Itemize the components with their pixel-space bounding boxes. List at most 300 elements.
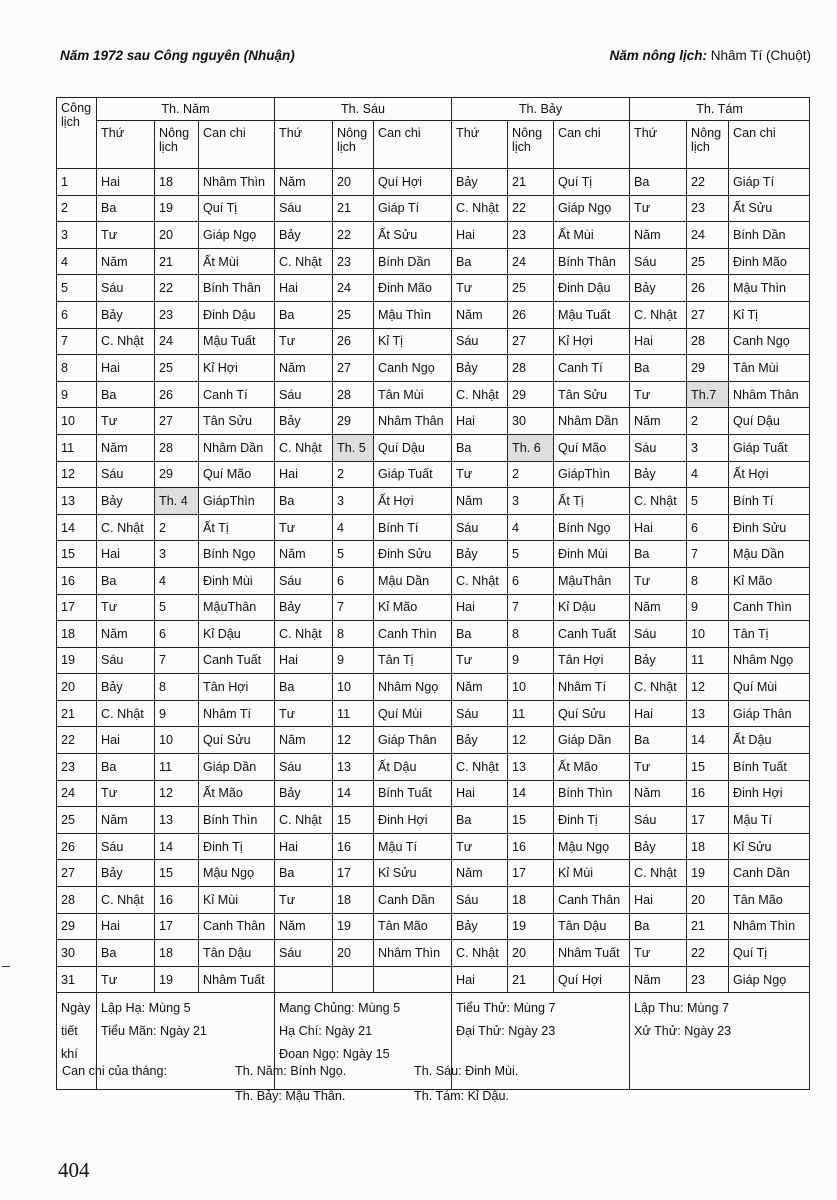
cell-lunar-day: 18 (687, 833, 729, 860)
cell-lunar-day: 13 (155, 807, 199, 834)
cell-canchi: Nhâm Tí (554, 674, 630, 701)
cell-canchi: Quí Mão (199, 461, 275, 488)
cell-canchi: Ất Dậu (729, 727, 810, 754)
cell-weekday: Tư (452, 833, 508, 860)
cell-weekday: C. Nhật (630, 488, 687, 515)
cell-canchi: Quí Hợi (374, 169, 452, 196)
col-header-lunar: Nông lịch (155, 121, 199, 169)
cell-canchi: Canh Thìn (729, 594, 810, 621)
cell-solar-day: 13 (57, 488, 97, 515)
cell-canchi: Mậu Tuất (199, 328, 275, 355)
cell-lunar-day: 26 (687, 275, 729, 302)
cell-weekday: Tư (275, 700, 333, 727)
cell-weekday: Ba (97, 195, 155, 222)
cell-solar-day: 16 (57, 567, 97, 594)
cell-weekday: Năm (275, 355, 333, 382)
cell-lunar-day: 9 (155, 700, 199, 727)
cell-weekday: C. Nhật (275, 621, 333, 648)
cell-solar-day: 25 (57, 807, 97, 834)
cell-canchi: Giáp Dần (199, 754, 275, 781)
cell-canchi: Đinh Mão (729, 248, 810, 275)
cell-canchi: Bính Thìn (199, 807, 275, 834)
cell-canchi: Giáp Tí (729, 169, 810, 196)
cell-weekday: Bảy (97, 860, 155, 887)
cell-lunar-day: 7 (687, 541, 729, 568)
cell-canchi: Kỉ Mão (374, 594, 452, 621)
cell-lunar-day: 2 (333, 461, 374, 488)
cell-lunar-day: 20 (155, 222, 199, 249)
cell-weekday: Năm (630, 780, 687, 807)
cell-canchi: Đinh Mão (374, 275, 452, 302)
cell-weekday: Bảy (97, 301, 155, 328)
table-row (57, 913, 810, 940)
cell-lunar-day: 18 (155, 169, 199, 196)
cell-weekday: Bảy (452, 355, 508, 382)
cell-canchi: Quí Sửu (199, 727, 275, 754)
table-row (57, 567, 810, 594)
table-row (57, 222, 810, 249)
cell-canchi: Nhâm Tí (199, 700, 275, 727)
cell-canchi: Tân Sửu (554, 381, 630, 408)
cell-lunar-day: 6 (687, 514, 729, 541)
cell-canchi: Ất Tị (554, 488, 630, 515)
cell-weekday: Bảy (452, 169, 508, 196)
cell-lunar-day: 12 (333, 727, 374, 754)
cell-lunar-day: 29 (333, 408, 374, 435)
cell-canchi: Đinh Sửu (729, 514, 810, 541)
col-header-canchi: Can chi (199, 121, 275, 169)
table-row (57, 966, 810, 993)
table-row (57, 488, 810, 515)
cell-lunar-day: 7 (333, 594, 374, 621)
cell-lunar-day: 11 (687, 647, 729, 674)
cell-solar-day: 15 (57, 541, 97, 568)
cell-lunar-day: 11 (333, 700, 374, 727)
cell-weekday: Sáu (452, 514, 508, 541)
cell-canchi: Nhâm Tuất (199, 966, 275, 993)
cell-weekday: Tư (275, 328, 333, 355)
cell-canchi: Kỉ Mão (729, 567, 810, 594)
cell-canchi: Kỉ Dậu (199, 621, 275, 648)
cell-canchi: Kỉ Sửu (374, 860, 452, 887)
cell-lunar-day: 9 (508, 647, 554, 674)
cell-weekday: C. Nhật (97, 887, 155, 914)
cell-weekday: Tư (275, 514, 333, 541)
cell-canchi: Bính Ngọ (554, 514, 630, 541)
cell-canchi: Nhâm Thìn (374, 940, 452, 967)
tiet-khi-item: Tiểu Mãn: Ngày 21 (101, 1024, 207, 1039)
cell-canchi: Bính Tuất (729, 754, 810, 781)
cell-weekday: Ba (97, 940, 155, 967)
cell-lunar-day: 9 (333, 647, 374, 674)
table-row (57, 727, 810, 754)
cell-lunar-day: 20 (508, 940, 554, 967)
month-canchi-footer (62, 1064, 782, 1114)
cell-weekday: Bảy (452, 727, 508, 754)
cell-canchi: Nhâm Ngọ (374, 674, 452, 701)
cell-lunar-day: 15 (508, 807, 554, 834)
cell-solar-day: 14 (57, 514, 97, 541)
cell-weekday: Ba (97, 381, 155, 408)
cell-lunar-day: 29 (155, 461, 199, 488)
cell-lunar-day: 11 (508, 700, 554, 727)
cell-weekday: Năm (630, 408, 687, 435)
cell-lunar-day: 13 (508, 754, 554, 781)
col-header-weekday: Thứ (630, 121, 687, 169)
cell-canchi: Nhâm Thìn (729, 913, 810, 940)
cell-lunar-day: 19 (508, 913, 554, 940)
cell-canchi: Tân Mão (729, 887, 810, 914)
cell-lunar-day: 23 (687, 966, 729, 993)
col-header-weekday: Thứ (452, 121, 508, 169)
cell-lunar-day: 29 (508, 381, 554, 408)
cell-canchi: Ất Hợi (374, 488, 452, 515)
cell-weekday: C. Nhật (452, 567, 508, 594)
cell-weekday: Tư (630, 567, 687, 594)
cell-canchi: Tân Mão (374, 913, 452, 940)
cell-weekday: Tư (97, 408, 155, 435)
cell-canchi: Đinh Tị (554, 807, 630, 834)
cell-lunar-day: 22 (687, 169, 729, 196)
table-row (57, 887, 810, 914)
cell-canchi: Tân Sửu (199, 408, 275, 435)
page-header-lunar-year (609, 48, 811, 63)
table-row (57, 301, 810, 328)
cell-lunar-day: 23 (155, 301, 199, 328)
cell-weekday: C. Nhật (97, 328, 155, 355)
cell-lunar-day: 21 (687, 913, 729, 940)
cell-canchi (374, 966, 452, 993)
cell-solar-day: 18 (57, 621, 97, 648)
cell-lunar-day: 27 (687, 301, 729, 328)
cell-canchi: Tân Tị (374, 647, 452, 674)
cell-weekday: Sáu (452, 328, 508, 355)
cell-canchi: Ất Tị (199, 514, 275, 541)
cell-weekday: Ba (97, 567, 155, 594)
cell-weekday: Sáu (452, 887, 508, 914)
cell-canchi: Kỉ Mùi (554, 860, 630, 887)
cell-weekday: C. Nhật (275, 434, 333, 461)
cell-weekday: Ba (97, 754, 155, 781)
table-row (57, 700, 810, 727)
cell-weekday: Hai (275, 833, 333, 860)
cell-canchi: GiápThìn (199, 488, 275, 515)
cell-lunar-day: 26 (508, 301, 554, 328)
cell-lunar-day: 4 (155, 567, 199, 594)
cell-canchi: Tân Mùi (374, 381, 452, 408)
cell-canchi: Đinh Tị (199, 833, 275, 860)
cell-weekday: Sáu (275, 940, 333, 967)
cell-weekday: Bảy (630, 461, 687, 488)
cell-canchi: Nhâm Dần (199, 434, 275, 461)
table-row (57, 381, 810, 408)
cell-lunar-day: 5 (333, 541, 374, 568)
cell-weekday: C. Nhật (452, 754, 508, 781)
calendar-table (56, 97, 810, 1090)
cell-lunar-day: 26 (155, 381, 199, 408)
cell-solar-day: 1 (57, 169, 97, 196)
cell-canchi: Ất Mùi (554, 222, 630, 249)
cell-canchi: Bính Tí (729, 488, 810, 515)
table-row (57, 434, 810, 461)
cell-lunar-day: 21 (333, 195, 374, 222)
cell-canchi: Tân Mùi (729, 355, 810, 382)
cell-canchi: Kỉ Tị (374, 328, 452, 355)
table-row (57, 461, 810, 488)
footer-month-6: Th. Sáu: Đinh Mùi. (414, 1064, 519, 1078)
cell-lunar-day (333, 966, 374, 993)
cell-solar-day: 19 (57, 647, 97, 674)
cell-weekday: Sáu (630, 248, 687, 275)
cell-weekday: Năm (275, 541, 333, 568)
cell-canchi: Đinh Dậu (199, 301, 275, 328)
cell-weekday: Hai (452, 594, 508, 621)
cell-weekday: Tư (630, 195, 687, 222)
cell-canchi: Quí Tị (554, 169, 630, 196)
cell-canchi: Bính Ngọ (199, 541, 275, 568)
cell-weekday: Bảy (97, 674, 155, 701)
cell-canchi: Nhâm Thân (374, 408, 452, 435)
cell-weekday: Hai (97, 541, 155, 568)
tiet-khi-item: Mang Chủng: Mùng 5 (279, 1001, 401, 1016)
table-row (57, 780, 810, 807)
cell-lunar-day: 6 (155, 621, 199, 648)
table-row (57, 860, 810, 887)
cell-lunar-day: 10 (333, 674, 374, 701)
cell-canchi: Bính Thìn (554, 780, 630, 807)
cell-lunar-day: 20 (687, 887, 729, 914)
cell-lunar-day: 2 (687, 408, 729, 435)
cell-weekday: C. Nhật (275, 807, 333, 834)
cell-canchi: Quí Tị (729, 940, 810, 967)
cell-canchi: Giáp Tí (374, 195, 452, 222)
cell-lunar-day: 28 (155, 434, 199, 461)
table-row (57, 647, 810, 674)
cell-lunar-day: 23 (508, 222, 554, 249)
cell-lunar-day: 10 (508, 674, 554, 701)
cell-weekday: Hai (630, 514, 687, 541)
month-header: Th. Sáu (275, 98, 452, 121)
cell-lunar-day: 8 (508, 621, 554, 648)
cell-weekday: Tư (452, 275, 508, 302)
table-row (57, 621, 810, 648)
month-header: Th. Bảy (452, 98, 630, 121)
cell-canchi: Đinh Sửu (374, 541, 452, 568)
cell-canchi: MậuThân (554, 567, 630, 594)
tiet-khi-item: Lập Hạ: Mùng 5 (101, 1001, 191, 1016)
cell-weekday: C. Nhật (630, 301, 687, 328)
cell-canchi: Tân Hợi (199, 674, 275, 701)
cell-canchi: GiápThìn (554, 461, 630, 488)
cell-lunar-day: 14 (155, 833, 199, 860)
cell-lunar-day: 23 (687, 195, 729, 222)
cell-weekday: Hai (452, 780, 508, 807)
tiet-khi-item: Lập Thu: Mùng 7 (634, 1001, 730, 1016)
cell-weekday: Bảy (275, 222, 333, 249)
cell-canchi: Canh Dần (374, 887, 452, 914)
cell-weekday: C. Nhật (97, 700, 155, 727)
cell-lunar-day: 13 (333, 754, 374, 781)
cell-weekday: C. Nhật (452, 381, 508, 408)
cell-weekday: Bảy (275, 594, 333, 621)
cell-solar-day: 20 (57, 674, 97, 701)
cell-weekday: Tư (97, 966, 155, 993)
table-row (57, 275, 810, 302)
cell-lunar-day: 25 (508, 275, 554, 302)
cell-weekday: Sáu (97, 275, 155, 302)
cell-canchi: Quí Dậu (374, 434, 452, 461)
cell-lunar-day: 24 (508, 248, 554, 275)
cell-canchi: Canh Tí (199, 381, 275, 408)
cell-weekday: Sáu (275, 381, 333, 408)
cell-lunar-day: 19 (687, 860, 729, 887)
page-header-title: Năm 1972 sau Công nguyên (Nhuận) (60, 48, 295, 63)
table-row (57, 408, 810, 435)
cell-canchi: Đinh Mùi (554, 541, 630, 568)
cell-solar-day: 26 (57, 833, 97, 860)
cell-canchi: Đinh Hợi (374, 807, 452, 834)
cell-lunar-day: 21 (508, 169, 554, 196)
cell-lunar-day: 19 (333, 913, 374, 940)
cell-lunar-day: 22 (508, 195, 554, 222)
cell-weekday: Tư (452, 461, 508, 488)
cell-weekday: Ba (275, 488, 333, 515)
cell-lunar-day: 5 (687, 488, 729, 515)
cell-weekday: Ba (630, 541, 687, 568)
cell-lunar-day: 17 (155, 913, 199, 940)
cell-solar-day: 11 (57, 434, 97, 461)
cell-weekday: Bảy (275, 408, 333, 435)
cell-canchi: Giáp Thân (374, 727, 452, 754)
cell-lunar-day: 20 (333, 940, 374, 967)
cell-weekday: Ba (452, 807, 508, 834)
cell-lunar-day: 12 (687, 674, 729, 701)
table-row (57, 754, 810, 781)
cell-canchi: Mậu Thìn (374, 301, 452, 328)
cell-weekday: C. Nhật (630, 860, 687, 887)
cell-weekday: Ba (452, 434, 508, 461)
cell-weekday: Ba (452, 248, 508, 275)
cell-lunar-day: 12 (508, 727, 554, 754)
cell-lunar-day: 26 (333, 328, 374, 355)
cell-weekday: Hai (97, 169, 155, 196)
cell-weekday: Ba (275, 301, 333, 328)
cell-weekday: C. Nhật (630, 674, 687, 701)
cell-canchi: Mậu Dần (374, 567, 452, 594)
cell-weekday: Hai (275, 275, 333, 302)
cell-weekday: Bảy (630, 647, 687, 674)
col-header-lunar: Nông lịch (333, 121, 374, 169)
cell-lunar-day: 28 (508, 355, 554, 382)
cell-lunar-day: 21 (155, 248, 199, 275)
table-row (57, 328, 810, 355)
cell-lunar-day: 14 (687, 727, 729, 754)
cell-lunar-day: 18 (155, 940, 199, 967)
cell-canchi: Tân Hợi (554, 647, 630, 674)
cell-canchi: Bính Thân (554, 248, 630, 275)
cell-canchi: Giáp Ngọ (554, 195, 630, 222)
cell-solar-day: 27 (57, 860, 97, 887)
cell-lunar-day: 9 (687, 594, 729, 621)
cell-canchi: Ất Mão (554, 754, 630, 781)
table-row (57, 594, 810, 621)
cell-lunar-day: 20 (333, 169, 374, 196)
cell-canchi: Canh Dần (729, 860, 810, 887)
cell-weekday: Sáu (275, 567, 333, 594)
cell-weekday: Ba (630, 355, 687, 382)
col-header-weekday: Thứ (275, 121, 333, 169)
cell-canchi: Giáp Ngọ (729, 966, 810, 993)
cell-lunar-day: 3 (508, 488, 554, 515)
cell-weekday: Ba (630, 169, 687, 196)
cell-lunar-day: 17 (508, 860, 554, 887)
cell-weekday: Sáu (97, 461, 155, 488)
cell-lunar-day: 11 (155, 754, 199, 781)
cell-lunar-day: 4 (508, 514, 554, 541)
cell-solar-day: 31 (57, 966, 97, 993)
cell-weekday: Sáu (630, 807, 687, 834)
cell-canchi: Quí Mùi (374, 700, 452, 727)
cell-canchi: Giáp Dần (554, 727, 630, 754)
cell-weekday: Ba (452, 621, 508, 648)
tiet-khi-label: Ngày tiết khí (57, 993, 97, 1090)
cell-canchi: Nhâm Ngọ (729, 647, 810, 674)
col-header-canchi: Can chi (554, 121, 630, 169)
cell-lunar-day: 8 (155, 674, 199, 701)
cell-weekday: Sáu (97, 647, 155, 674)
cell-lunar-day: 5 (508, 541, 554, 568)
cell-canchi: Canh Tuất (554, 621, 630, 648)
cell-lunar-day: 12 (155, 780, 199, 807)
cell-weekday: Năm (452, 860, 508, 887)
cell-lunar-day: 22 (155, 275, 199, 302)
tiet-khi-item: Đoan Ngọ: Ngày 15 (279, 1047, 390, 1062)
cell-lunar-day: 24 (155, 328, 199, 355)
cell-weekday: Hai (97, 727, 155, 754)
cell-weekday: Bảy (275, 780, 333, 807)
cell-lunar-day: 19 (155, 966, 199, 993)
cell-canchi: Đinh Hợi (729, 780, 810, 807)
cell-lunar-day: 13 (687, 700, 729, 727)
cell-weekday: Năm (452, 301, 508, 328)
cell-weekday: Năm (452, 488, 508, 515)
cell-canchi: Đinh Dậu (554, 275, 630, 302)
cell-solar-day: 6 (57, 301, 97, 328)
table-row (57, 169, 810, 196)
cell-weekday: Năm (275, 169, 333, 196)
cell-canchi: Tân Dậu (199, 940, 275, 967)
cell-solar-day: 17 (57, 594, 97, 621)
cell-lunar-day: 8 (333, 621, 374, 648)
cell-canchi: Kỉ Dậu (554, 594, 630, 621)
cell-weekday: Hai (630, 700, 687, 727)
cell-canchi: Giáp Tuất (374, 461, 452, 488)
cell-lunar-day: 3 (333, 488, 374, 515)
cell-lunar-day: 4 (333, 514, 374, 541)
cell-canchi: Tân Tị (729, 621, 810, 648)
cell-lunar-day: 16 (333, 833, 374, 860)
cell-lunar-day: Th. 4 (155, 488, 199, 515)
cell-canchi: Canh Tí (554, 355, 630, 382)
cell-solar-day: 4 (57, 248, 97, 275)
cell-canchi: Quí Sửu (554, 700, 630, 727)
cell-weekday: Ba (275, 860, 333, 887)
cell-weekday: Hai (275, 647, 333, 674)
month-header: Th. Năm (97, 98, 275, 121)
cell-canchi: Canh Ngọ (374, 355, 452, 382)
cell-weekday: Năm (97, 248, 155, 275)
cell-canchi: Ất Hợi (729, 461, 810, 488)
